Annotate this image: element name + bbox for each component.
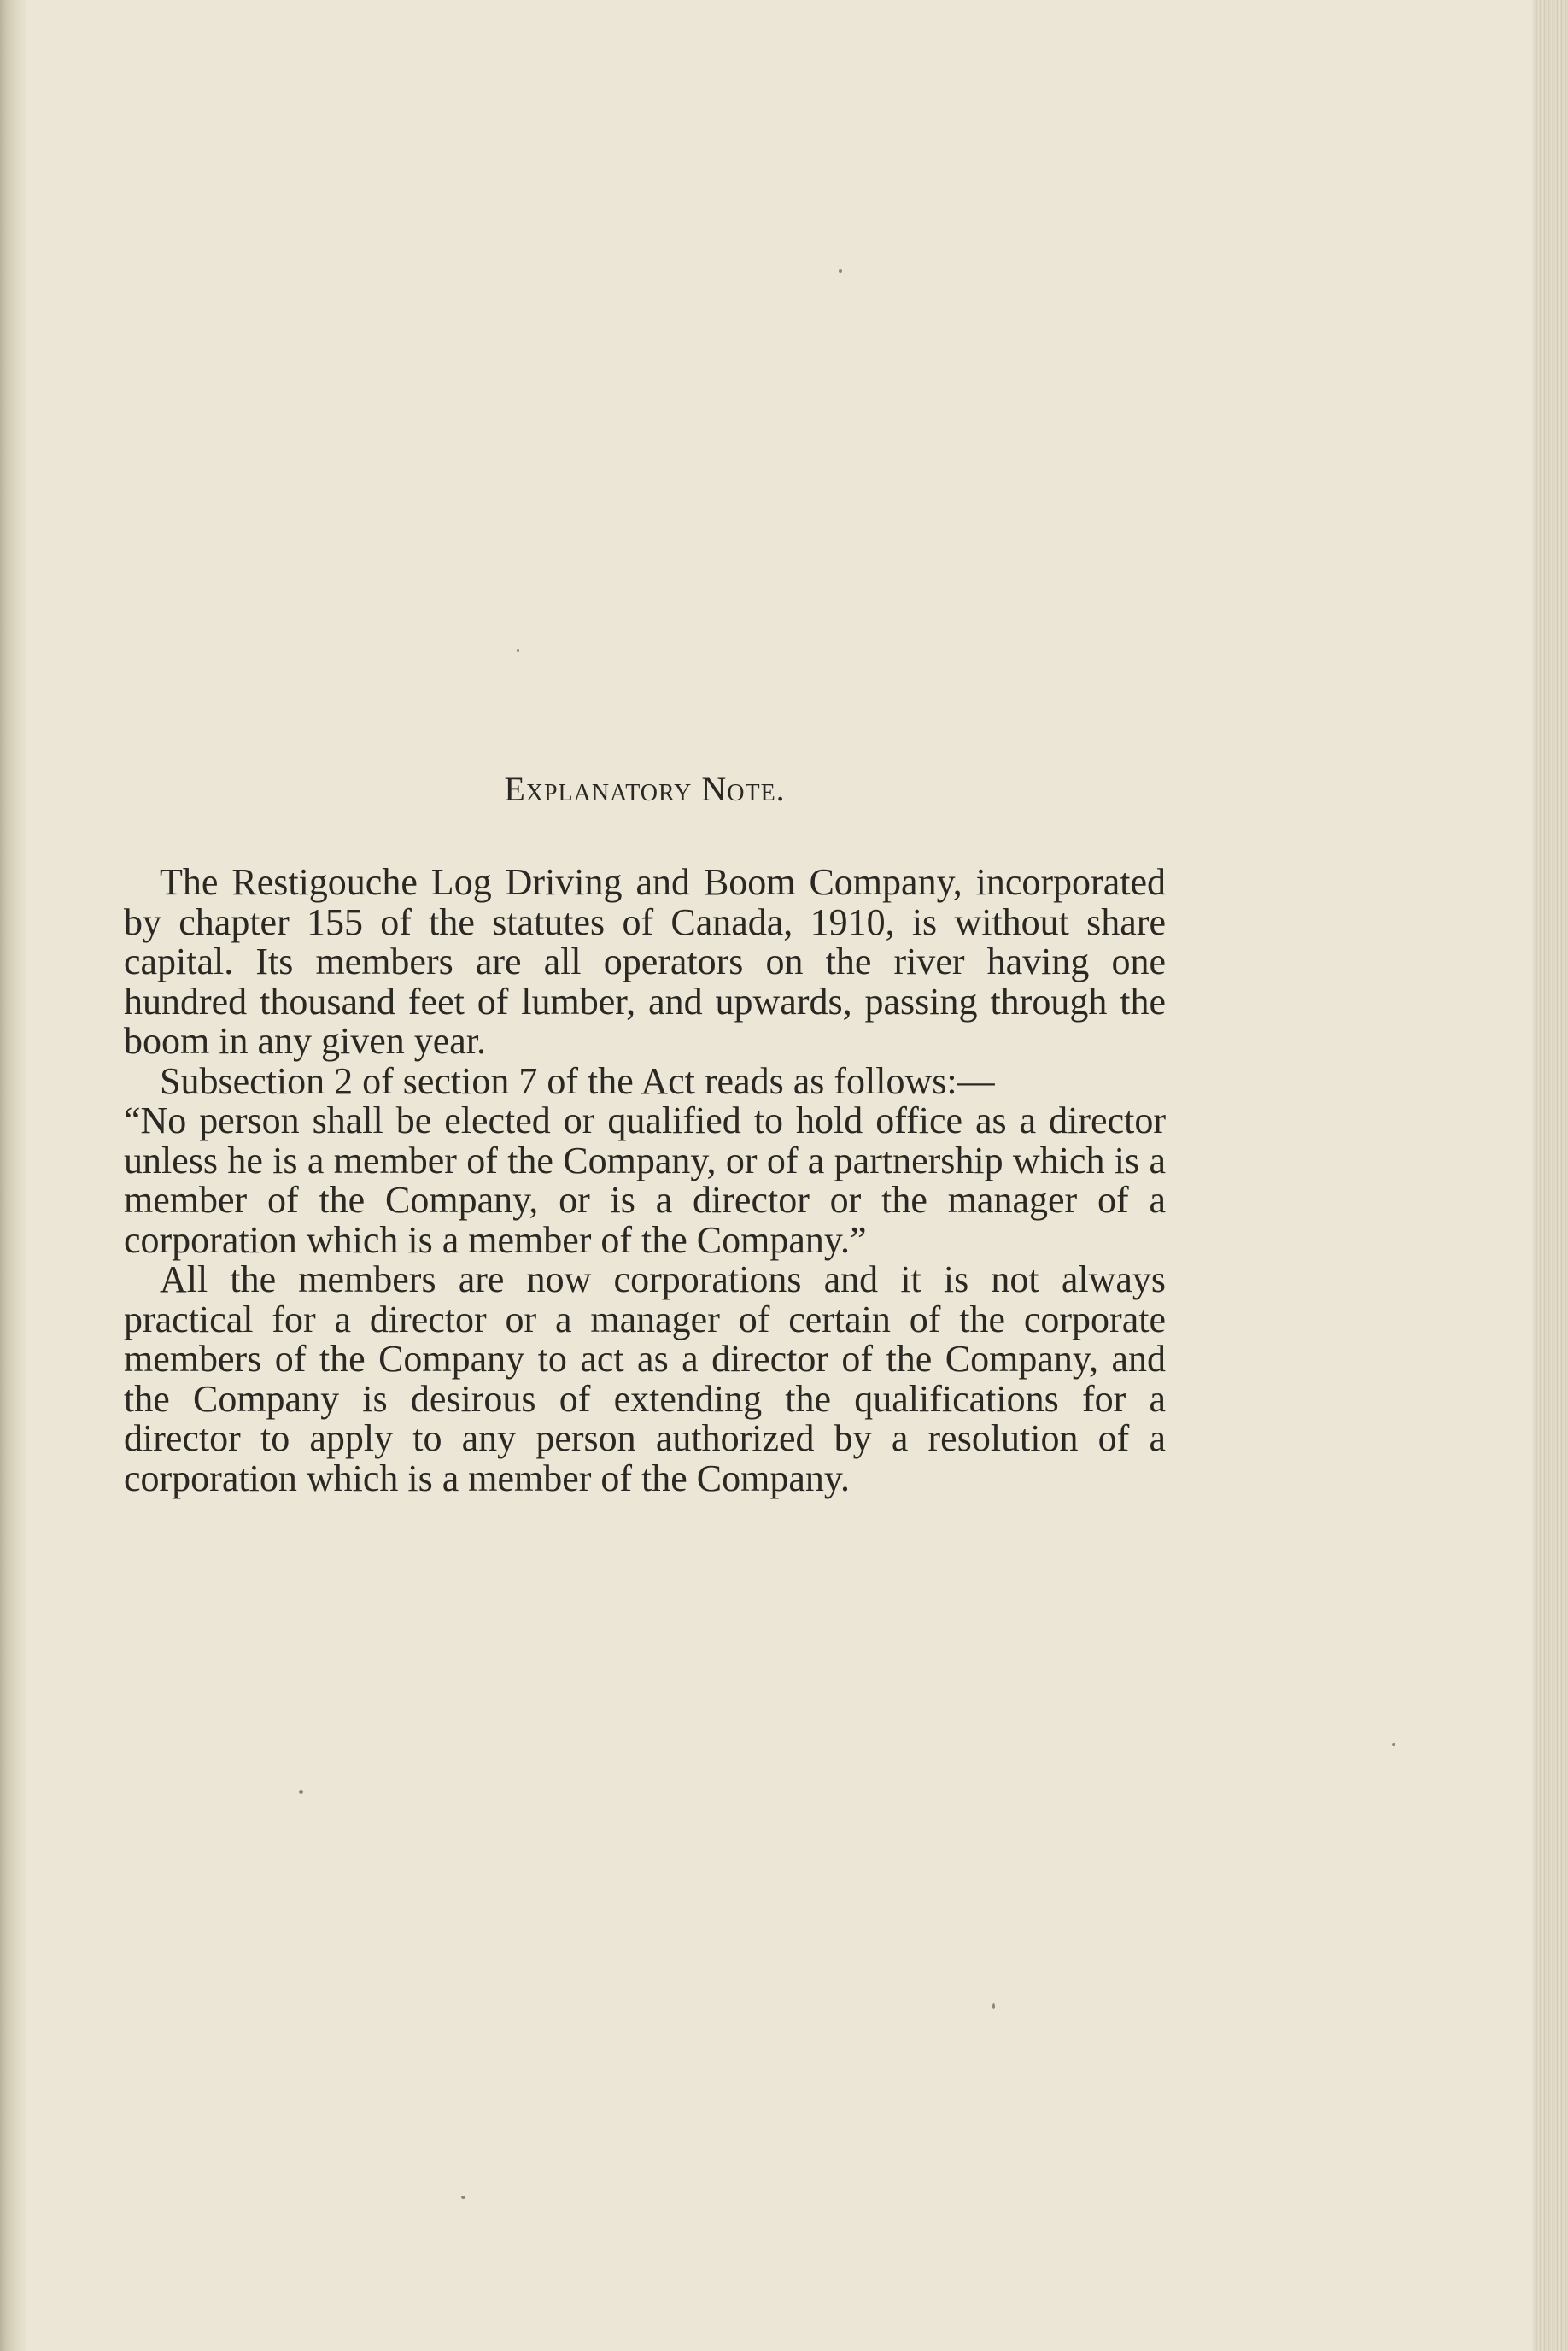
note-paragraph-1: The Restigouche Log Driving and Boom Company, incorporated by chapter 155 of the statutes of Canada, 1910, is without share capital. Its members are all operators on the river having one hundred thousand feet of lumber, and upwards, passing through the boom in any given year. — [124, 861, 1166, 1062]
paper-speck — [992, 2003, 995, 2009]
paper-speck — [839, 269, 842, 273]
binding-gutter — [0, 0, 26, 2351]
paper-speck — [1392, 1743, 1395, 1746]
page-edge-stack — [1537, 0, 1568, 2351]
paper-speck — [461, 2196, 465, 2199]
explanatory-note — [124, 769, 1166, 1498]
paper-speck — [299, 1790, 303, 1794]
paper-speck — [517, 649, 519, 652]
note-paragraph-3: All the members are now corporations and it is not always practical for a director or a manager of certain of the corporate members of the Company to act as a director of the Company, and the Company is desirous of extending the qualifications for a director to apply to any person authorized by a resolution of a corporation which is a member of the Company. — [124, 1258, 1166, 1499]
note-paragraph-2: Subsection 2 of section 7 of the Act reads as follows:— — [160, 1059, 995, 1102]
quoted-subsection: “No person shall be elected or qualified to hold office as a director unless he is a member of the Company, or of a partnership which is a member of the Company, or is a director or the manager of a corporation which is a member of the Company.” — [124, 1099, 1166, 1261]
note-heading: Explanatory Note. — [504, 770, 786, 808]
